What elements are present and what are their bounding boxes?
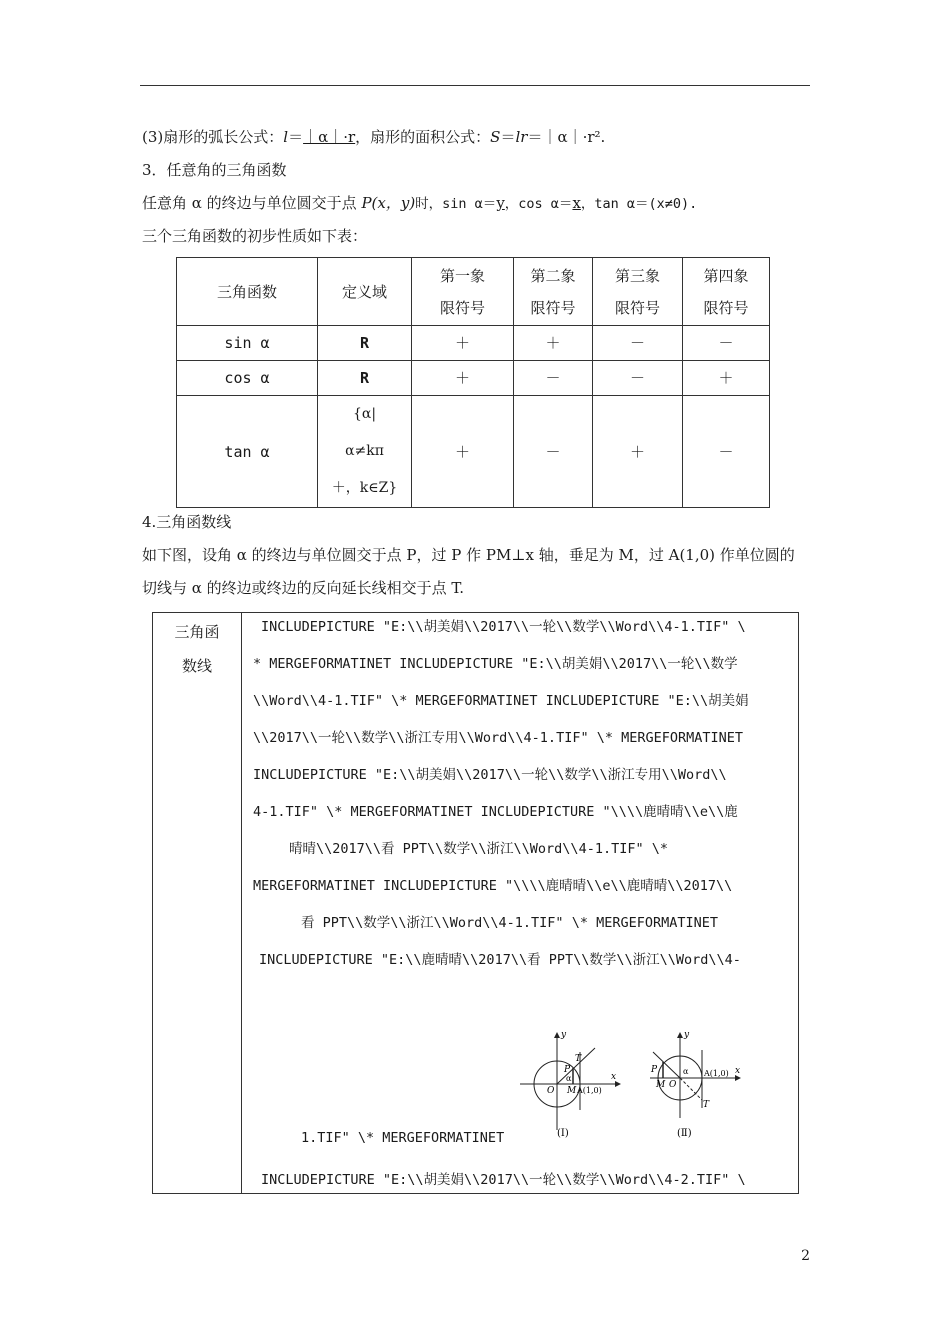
row-domain: R (318, 326, 412, 361)
cos-answer: x (572, 194, 581, 212)
field-code-line: \\2017\\一轮\\数学\\浙江专用\\Word\\4-1.TIF" \* MERGEFORMATINET (253, 730, 744, 746)
row-q2-sign: － (514, 361, 593, 396)
def-text-3: ，cos α＝ (504, 196, 573, 212)
arc-formula-answer: ｜α｜·r (303, 128, 356, 146)
header-function: 三角函数 (177, 258, 318, 326)
row-q4-sign: － (683, 326, 770, 361)
row-q3-sign: － (593, 326, 683, 361)
unit-circle-figure-1 (515, 1030, 625, 1145)
box-label (153, 615, 241, 683)
label-t: T (703, 1100, 710, 1110)
section4-desc-line1: 如下图，设角 α 的终边与单位圆交于点 P，过 P 作 PM⊥x 轴，垂足为 M，过 A(1,0) 作单位圆的 (142, 546, 795, 564)
field-code-line: INCLUDEPICTURE "E:\\鹿晴晴\\2017\\看 PPT\\数学\\浙江\\Word\\4- (259, 952, 741, 968)
y-axis-arrow (677, 1032, 683, 1038)
arc-formula-line (142, 127, 605, 147)
label-x: x (611, 1072, 617, 1082)
field-code-line: 看 PPT\\数学\\浙江\\Word\\4-1.TIF" \* MERGEFORMATINET (301, 915, 718, 931)
def-text-1: 任意角 α 的终边与单位圆交于点 (142, 194, 362, 212)
row-q1-sign: ＋ (412, 326, 514, 361)
row-domain: R (318, 361, 412, 396)
row-q4-sign: ＋ (683, 361, 770, 396)
label-a: A(1,0) (704, 1069, 729, 1078)
figure-caption-2: (Ⅱ) (677, 1128, 692, 1139)
row-q1-sign: ＋ (412, 396, 514, 508)
row-q4-sign: － (683, 396, 770, 508)
point-p: P(x，y) (361, 194, 416, 212)
table-row (177, 361, 770, 396)
arc-symbol: l (283, 128, 289, 146)
area-formula-label: ，扇形的面积公式： (355, 128, 491, 146)
row-q2-sign: ＋ (514, 326, 593, 361)
row-q1-sign: ＋ (412, 361, 514, 396)
header-q2-l1: 第二象 (530, 266, 576, 285)
field-code-line: 1.TIF" \* MERGEFORMATINET (301, 1130, 505, 1146)
row-function: sin α (177, 326, 318, 361)
label-m: M (656, 1080, 666, 1090)
header-q4 (683, 258, 770, 326)
field-code-line: MERGEFORMATINET INCLUDEPICTURE "\\\\鹿晴晴\\e\\鹿晴晴\\2017\\ (253, 878, 733, 894)
sin-answer: y (496, 194, 505, 212)
header-q2 (514, 258, 593, 326)
field-code-line: \\Word\\4-1.TIF" \* MERGEFORMATINET INCLUDEPICTURE "E:\\胡美娟 (253, 693, 749, 709)
y-axis-arrow (554, 1032, 560, 1038)
table-row (177, 326, 770, 361)
box-label-line2: 数线 (181, 657, 212, 675)
page-number: 2 (801, 1248, 810, 1264)
label-y: y (561, 1030, 567, 1040)
row-function: tan α (177, 396, 318, 508)
header-domain: 定义域 (318, 258, 412, 326)
section-heading-4: 4.三角函数线 (142, 513, 232, 531)
row-function: cos α (177, 361, 318, 396)
row-q3-sign: ＋ (593, 396, 683, 508)
equals: ＝ (288, 128, 304, 146)
label-y: y (684, 1030, 690, 1040)
box-label-line1: 三角函 (174, 623, 220, 641)
label-p: P (651, 1065, 658, 1075)
label-o: O (547, 1086, 555, 1096)
def-text-2: 时，sin α＝ (415, 196, 497, 212)
row-q2-sign: － (514, 396, 593, 508)
header-q4-l2: 限符号 (703, 298, 749, 317)
equals: ＝ (500, 128, 516, 146)
trig-properties-table (176, 257, 770, 508)
label-o: O (669, 1080, 677, 1090)
arc-formula-label: (3)扇形的弧长公式： (142, 128, 284, 146)
label-alpha: α (683, 1067, 689, 1076)
box-divider (241, 613, 242, 1193)
label-m: M (567, 1086, 577, 1096)
label-x: x (735, 1066, 741, 1076)
header-q1 (412, 258, 514, 326)
header-rule (140, 85, 810, 86)
field-code-line: INCLUDEPICTURE "E:\\胡美娟\\2017\\一轮\\数学\\浙江专用\\Word\\ (253, 767, 727, 783)
definition-line (142, 193, 697, 214)
header-q3-l2: 限符号 (614, 298, 660, 317)
field-code-line: 晴晴\\2017\\看 PPT\\数学\\浙江\\Word\\4-1.TIF" \* (289, 841, 668, 857)
header-q3 (593, 258, 683, 326)
section-heading-3: 3．任意角的三角函数 (142, 161, 287, 179)
section4-desc-line2: 切线与 α 的终边或终边的反向延长线相交于点 T. (142, 579, 465, 597)
header-q1-l1: 第一象 (439, 266, 485, 285)
header-q4-l1: 第四象 (703, 266, 749, 285)
unit-circle-figure-2 (645, 1030, 755, 1145)
field-code-line: 4-1.TIF" \* MERGEFORMATINET INCLUDEPICTURE "\\\\鹿晴晴\\e\\鹿 (253, 804, 738, 820)
domain-line-2: α≠kπ (345, 443, 384, 459)
figure-caption-1: (Ⅰ) (557, 1128, 569, 1139)
area-lr: lr (515, 128, 528, 146)
field-code-line: INCLUDEPICTURE "E:\\胡美娟\\2017\\一轮\\数学\\Word\\4-2.TIF" \ (261, 1172, 746, 1188)
table-row (177, 396, 770, 508)
label-t: T (575, 1054, 582, 1064)
domain-line-1: {α| (352, 406, 377, 422)
label-p: P (564, 1065, 571, 1075)
label-alpha: α (566, 1074, 572, 1083)
table-header-row (177, 258, 770, 326)
header-q1-l2: 限符号 (439, 298, 485, 317)
row-q3-sign: － (593, 361, 683, 396)
field-code-line: * MERGEFORMATINET INCLUDEPICTURE "E:\\胡美娟\\2017\\一轮\\数学 (253, 656, 738, 672)
def-text-4: ，tan α＝(x≠0). (580, 196, 698, 212)
row-domain (318, 396, 412, 508)
header-q3-l1: 第三象 (614, 266, 660, 285)
area-formula-answer: ＝｜α｜·r². (527, 128, 606, 146)
table-intro: 三个三角函数的初步性质如下表： (142, 227, 368, 245)
label-a: A(1,0) (577, 1086, 602, 1095)
area-symbol: S (490, 128, 501, 146)
header-q2-l2: 限符号 (530, 298, 576, 317)
field-code-line: INCLUDEPICTURE "E:\\胡美娟\\2017\\一轮\\数学\\Word\\4-1.TIF" \ (261, 619, 746, 635)
domain-line-3: ＋，k∈Z} (331, 480, 398, 496)
